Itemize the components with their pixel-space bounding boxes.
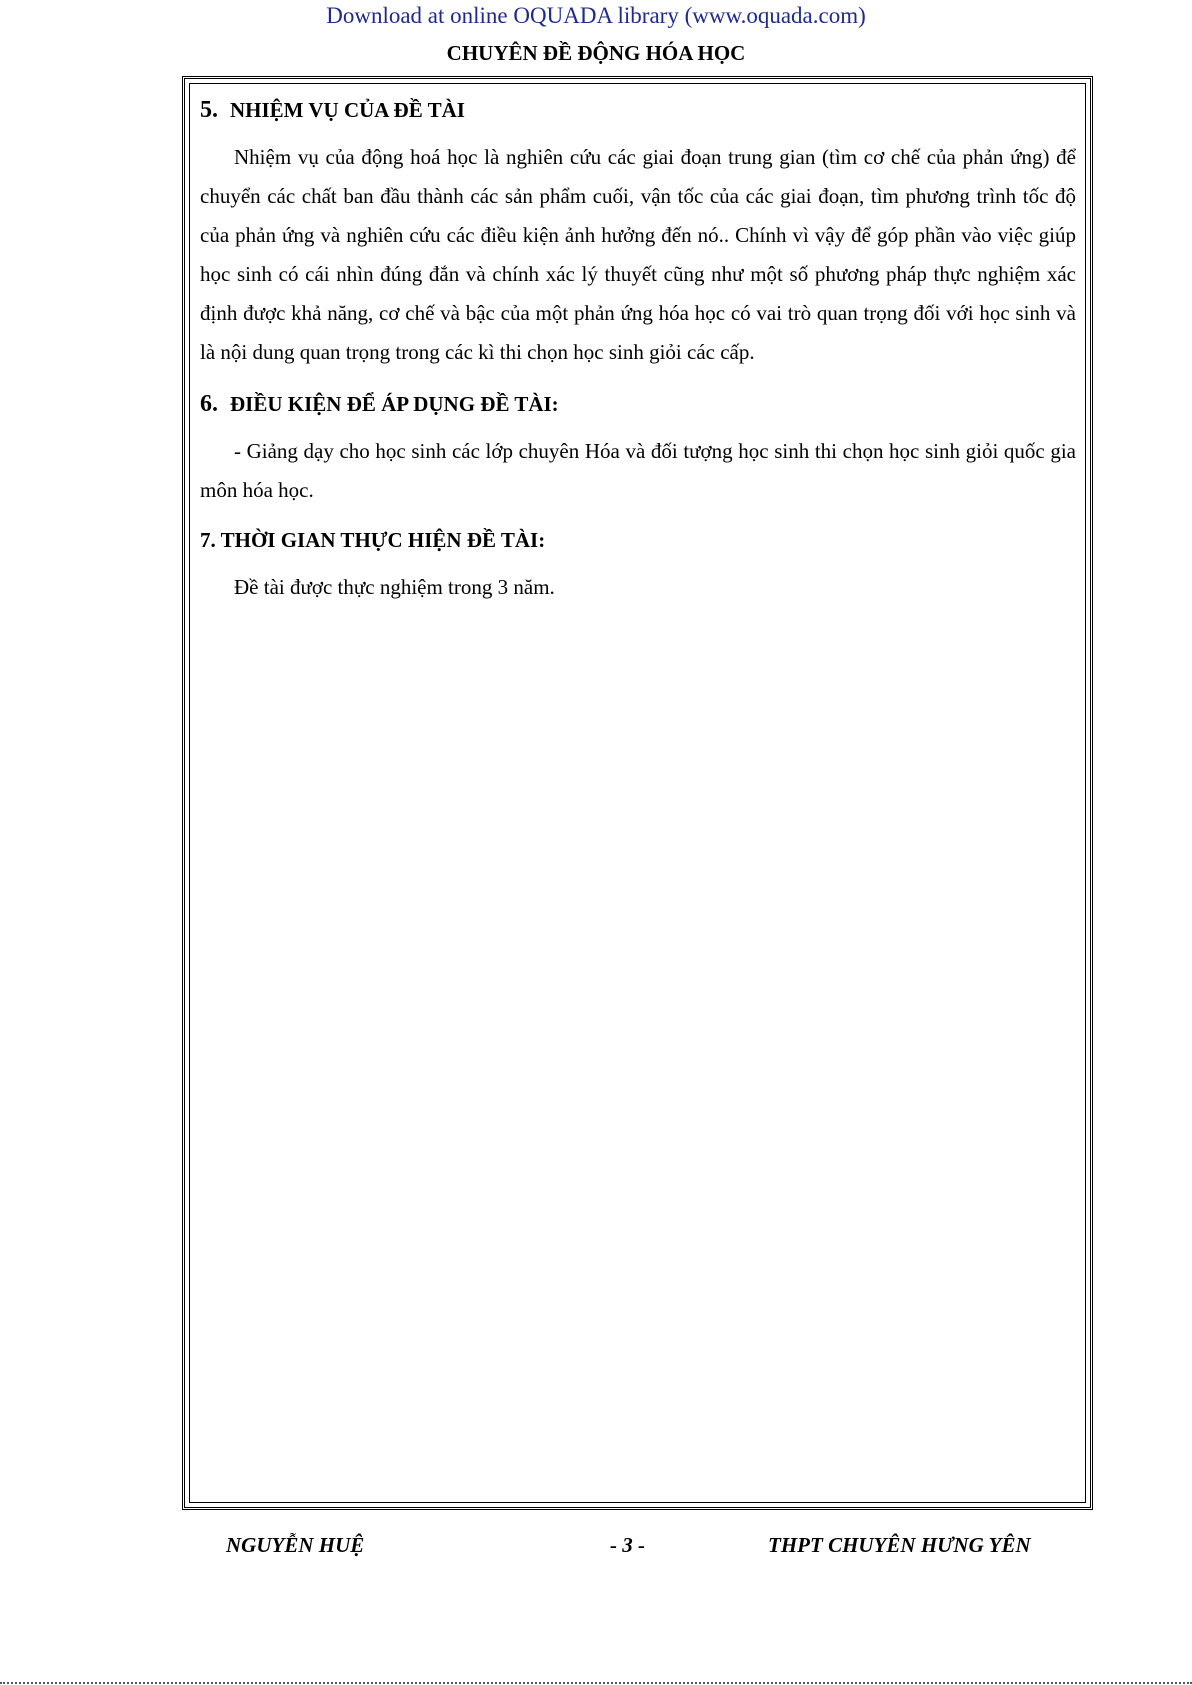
running-title: CHUYÊN ĐỀ ĐỘNG HÓA HỌC bbox=[446, 41, 746, 65]
download-banner: Download at online OQUADA library (www.oquada.com) bbox=[326, 3, 866, 28]
document-body bbox=[200, 92, 1076, 607]
section-5-number: 5. bbox=[200, 97, 218, 123]
page-footer bbox=[0, 1528, 1192, 1562]
bottom-dotted-rule bbox=[0, 1682, 1192, 1684]
section-6-title: ĐIỀU KIỆN ĐỂ ÁP DỤNG ĐỀ TÀI: bbox=[230, 392, 559, 416]
section-6-number: 6. bbox=[200, 391, 218, 417]
footer-school: THPT CHUYÊN HƯNG YÊN bbox=[768, 1533, 1031, 1557]
section-7-heading bbox=[200, 522, 1076, 558]
section-7-title: THỜI GIAN THỰC HIỆN ĐỀ TÀI: bbox=[220, 528, 546, 552]
section-5-heading bbox=[200, 92, 1076, 128]
footer-page-number: - 3 - bbox=[610, 1533, 645, 1557]
section-7-body: Đề tài được thực nghiệm trong 3 năm. bbox=[234, 575, 555, 599]
section-6-heading bbox=[200, 386, 1076, 422]
section-5-body: Nhiệm vụ của động hoá học là nghiên cứu các giai đoạn trung gian (tìm cơ chế của phản ứng) để chuyển các chất ban đầu thành các sản phẩm cuối, vận tốc của các giai đoạn, tìm phương trình tốc độ của phản ứng và nghiên cứu các điều kiện ảnh hưởng đến nó.. Chính vì vậy để góp phần vào việc giúp học sinh có cái nhìn đúng đắn và chính xác lý thuyết cũng như một số phương pháp thực nghiệm xác định được khả năng, cơ chế và bậc của một phản ứng hóa học có vai trò quan trọng đối với học sinh và là nội dung quan trọng trong các kì thi chọn học sinh giỏi các cấp. bbox=[200, 145, 1076, 364]
section-5-title: NHIỆM VỤ CỦA ĐỀ TÀI bbox=[230, 98, 465, 122]
section-6-body: - Giảng dạy cho học sinh các lớp chuyên Hóa và đối tượng học sinh thi chọn học sinh giỏi quốc gia môn hóa học. bbox=[200, 439, 1076, 502]
footer-author: NGUYỄN HUỆ bbox=[226, 1533, 365, 1557]
section-7-number: 7. bbox=[200, 528, 216, 552]
